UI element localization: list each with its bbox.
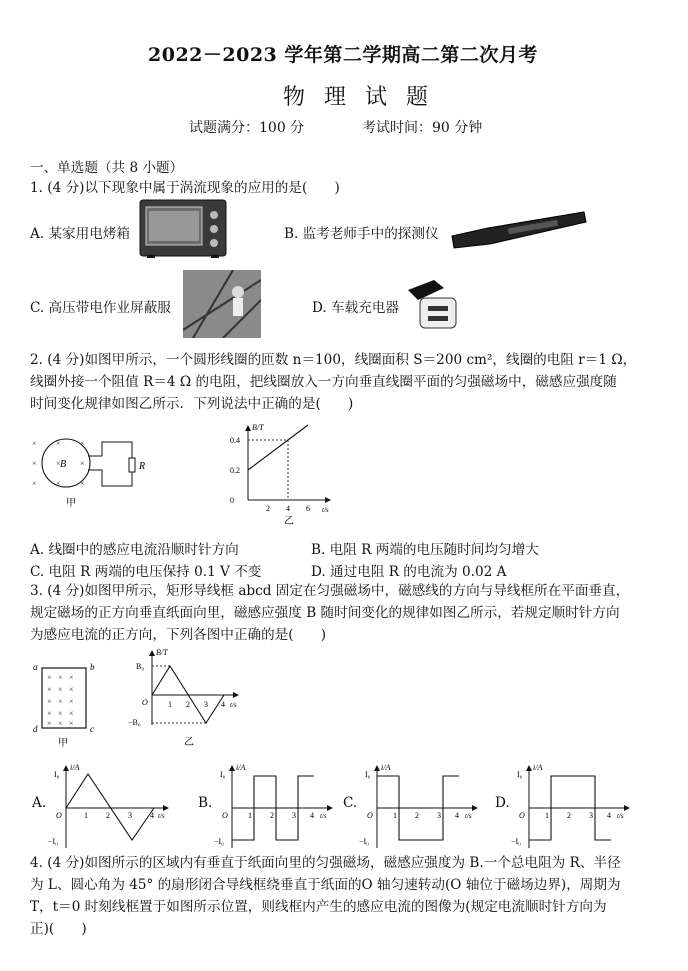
svg-text:×: ×	[69, 719, 74, 728]
svg-text:×: ×	[47, 697, 52, 706]
q3-tick-3: 3	[204, 700, 208, 709]
svg-text:×: ×	[80, 439, 85, 448]
q3-graph-d[interactable]	[507, 760, 635, 852]
graph-d-tick1: 1	[545, 811, 549, 820]
svg-text:×: ×	[47, 719, 52, 728]
graph-d-tick2: 2	[567, 811, 571, 820]
q2-figure-jia	[28, 432, 158, 512]
svg-text:×: ×	[47, 709, 52, 718]
q4-line3: T，t＝0 时刻线框置于如图所示位置，则线框内产生的感应电流的图像为(规定电流顺时针方向为	[30, 899, 607, 915]
graph-b-ineg: −I₀	[214, 837, 224, 846]
q3-b-neg: −B₀	[128, 718, 141, 727]
section-heading: 一、单选题（共 8 小题）	[30, 160, 184, 176]
q3-tick-2: 2	[186, 700, 190, 709]
q3-graph-a[interactable]	[44, 760, 174, 852]
q3-t-label: t/s	[230, 701, 237, 709]
corner-b: b	[90, 662, 95, 672]
graph-a-wave	[66, 774, 154, 840]
q2-line2: 线圈外接一个阻值 R＝4 Ω 的电阻，把线圈放入一方向垂直线圈平面的匀强磁场中，磁感应强度随	[30, 374, 617, 390]
svg-text:×: ×	[58, 685, 63, 694]
graph-a-tick1: 1	[84, 811, 88, 820]
q2-caption-jia: 甲	[66, 498, 76, 509]
graph-c-ineg: −I₀	[359, 837, 369, 846]
q4-line2: 为 L、圆心角为 45° 的扇形闭合导线框绕垂直于纸面的O 轴匀速转动(O 轴位于磁场边界)，周期为	[30, 877, 621, 893]
graph-c-tick2: 2	[415, 811, 419, 820]
graph-a-tick4: 4	[150, 811, 154, 820]
graph-b-origin: O	[222, 811, 228, 820]
svg-text:×: ×	[58, 719, 63, 728]
y-axis-label: B/T	[252, 423, 264, 432]
exam-title: 2022－2023 学年第二学期高二第二次月考	[148, 44, 538, 66]
full-marks: 试题满分：100 分	[189, 120, 305, 136]
y-tick-label: 0	[230, 496, 234, 505]
graph-d-tlabel: t/s	[617, 812, 624, 820]
graph-a-ineg: −I₀	[48, 837, 58, 846]
graph-a-origin: O	[56, 811, 62, 820]
q2-option-a[interactable]: A. 线圈中的感应电流沿顺时针方向	[30, 542, 239, 558]
graph-c-tick4: 4	[455, 811, 459, 820]
svg-text:×: ×	[58, 709, 63, 718]
graph-b-tick3: 3	[292, 811, 296, 820]
q3-b-ylabel: B/T	[156, 648, 168, 657]
x-axis-label: t/s	[322, 506, 329, 514]
svg-text:×: ×	[69, 685, 74, 694]
svg-text:×: ×	[32, 479, 37, 488]
q2-caption-yi: 乙	[284, 516, 294, 527]
x-tick-label: 2	[266, 504, 270, 513]
q1-option-a[interactable]: A. 某家用电烤箱	[30, 226, 131, 242]
svg-text:×: ×	[58, 673, 63, 682]
q1-option-b[interactable]: B. 监考老师手中的探测仪	[284, 226, 439, 242]
resistor-label-r: R	[139, 461, 146, 472]
graph-d-origin: O	[519, 811, 525, 820]
svg-text:×: ×	[32, 439, 37, 448]
field-crosses	[47, 673, 74, 728]
oven-image	[139, 199, 227, 259]
q3-option-c-letter[interactable]: C.	[343, 795, 358, 811]
q3-figure-yi	[128, 645, 248, 749]
q3-tick-1: 1	[168, 700, 172, 709]
graph-d-ineg: −I₀	[511, 837, 521, 846]
graph-c-origin: O	[367, 811, 373, 820]
field-crosses	[32, 439, 85, 488]
q1-option-c[interactable]: C. 高压带电作业屏蔽服	[30, 300, 171, 316]
shielding-suit-image	[183, 270, 261, 338]
graph-a-tick3: 3	[128, 811, 132, 820]
q3-line1: 3. (4 分)如图甲所示，矩形导线框 abcd 固定在匀强磁场中，磁感线的方向与导线框所在平面垂直，	[30, 583, 630, 599]
subject-title: 物 理 试 题	[283, 85, 434, 110]
q2-line1: 2. (4 分)如图甲所示，一个圆形线圈的匝数 n＝100，线圈面积 S＝200 cm²，线圈的电阻 r＝1 Ω，	[30, 352, 637, 368]
graph-c-ylabel: i/A	[381, 763, 391, 772]
graph-d-tick4: 4	[607, 811, 611, 820]
graph-d-ylabel: i/A	[533, 763, 543, 772]
q1-option-d[interactable]: D. 车载充电器	[312, 300, 400, 316]
graph-d-tick3: 3	[589, 811, 593, 820]
q2-figure-yi	[226, 420, 346, 528]
svg-text:×: ×	[56, 479, 61, 488]
q3-line3: 为感应电流的正方向，下列各图中正确的是( )	[30, 627, 327, 643]
q3-option-d-letter[interactable]: D.	[495, 795, 510, 811]
graph-c-tlabel: t/s	[465, 812, 472, 820]
svg-text:×: ×	[58, 697, 63, 706]
corner-c: c	[90, 724, 94, 734]
graph-a-ipos: I₀	[54, 770, 60, 779]
car-charger-image	[404, 276, 462, 334]
q3-caption-jia: 甲	[58, 738, 68, 748]
q3-figure-jia	[30, 658, 102, 748]
svg-text:×: ×	[56, 459, 61, 468]
q4-line4: 正)( )	[30, 921, 87, 937]
svg-text:×: ×	[69, 709, 74, 718]
resistor-symbol	[129, 458, 135, 472]
graph-a-tick2: 2	[106, 811, 110, 820]
graph-c-ipos: I₀	[365, 770, 371, 779]
q1-stem: 1. (4 分)以下现象中属于涡流现象的应用的是( )	[30, 180, 340, 196]
graph-b-tick4: 4	[310, 811, 314, 820]
svg-text:×: ×	[56, 439, 61, 448]
q2-line3: 时间变化规律如图乙所示．下列说法中正确的是( )	[30, 396, 354, 412]
exam-time: 考试时间：90 分钟	[362, 120, 483, 136]
q2-option-d[interactable]: D. 通过电阻 R 的电流为 0.02 A	[311, 564, 507, 580]
svg-text:×: ×	[47, 685, 52, 694]
q3-graph-c[interactable]	[355, 760, 483, 852]
graph-b-ylabel: i/A	[236, 763, 246, 772]
graph-b-tick1: 1	[248, 811, 252, 820]
coil-label-b: B	[60, 459, 67, 470]
q2-option-b[interactable]: B. 电阻 R 两端的电压随时间均匀增大	[311, 542, 539, 558]
y-tick-label: 0.4	[230, 436, 240, 445]
q3-option-b-letter[interactable]: B.	[198, 795, 213, 811]
svg-text:×: ×	[80, 459, 85, 468]
svg-text:×: ×	[47, 673, 52, 682]
svg-text:×: ×	[80, 479, 85, 488]
y-tick-label: 0.2	[230, 466, 240, 475]
q4-line1: 4. (4 分)如图所示的区域内有垂直于纸面向里的匀强磁场，磁感应强度为 B.一个总电阻为 R、半径	[30, 855, 621, 871]
svg-text:×: ×	[32, 459, 37, 468]
q3-b-pos: B₀	[136, 662, 145, 671]
x-tick-label: 6	[306, 504, 310, 513]
q2-option-c[interactable]: C. 电阻 R 两端的电压保持 0.1 V 不变	[30, 564, 262, 580]
q3-graph-b[interactable]	[210, 760, 338, 852]
q3-tick-4: 4	[221, 700, 225, 709]
corner-d: d	[33, 724, 38, 734]
graph-b-tlabel: t/s	[320, 812, 327, 820]
svg-text:×: ×	[69, 673, 74, 682]
q3-caption-yi: 乙	[184, 737, 194, 748]
graph-a-ylabel: i/A	[70, 763, 80, 772]
graph-c-tick3: 3	[437, 811, 441, 820]
q3-line2: 规定磁场的正方向垂直纸面向里，磁感应强度 B 随时间变化的规律如图乙所示，若规定顺时针方向	[30, 605, 620, 621]
graph-a-tlabel: t/s	[158, 812, 165, 820]
svg-text:×: ×	[69, 697, 74, 706]
x-tick-label: 4	[286, 504, 290, 513]
q3-option-a-letter[interactable]: A.	[32, 795, 47, 811]
corner-a: a	[33, 662, 38, 672]
graph-b-ipos: I₀	[220, 770, 226, 779]
graph-d-ipos: I₀	[517, 770, 523, 779]
metal-detector-image	[448, 206, 588, 252]
graph-c-tick1: 1	[393, 811, 397, 820]
graph-b-tick2: 2	[270, 811, 274, 820]
q3-origin: O	[142, 698, 148, 707]
